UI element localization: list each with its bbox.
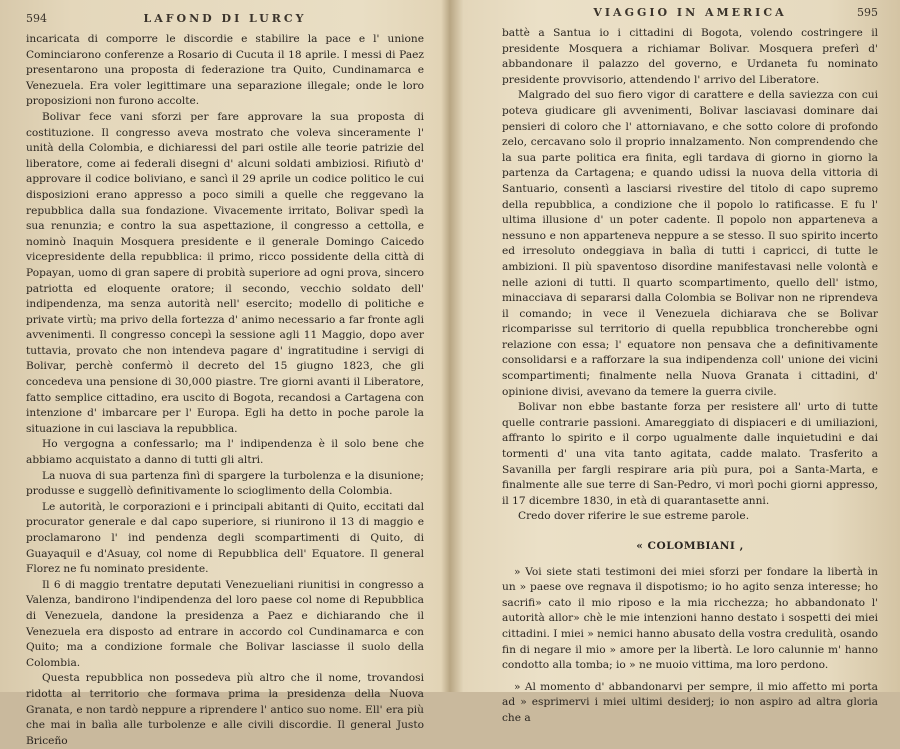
left-paragraph-6: Il 6 di maggio trentatre deputati Venezueliani riunitisi in congresso a Valenza, bandirono l'indipendenza del loro paese col nome di Repubblica di Venezuela, dandone la presidenza a Paez e dichiarando che il Venezuela era disposto ad entrare in accordo col Cundinamarca e con Quito; ma a condizione formale che Bolivar lasciasse il suolo della Colombia. (26, 578, 424, 669)
left-paragraph-4: La nuova di sua partenza finì di spargere la turbolenza e la disunione; produsse e suggellò definitivamente lo scioglimento della Colombia. (26, 469, 424, 498)
right-paragraph-2: Malgrado del suo fiero vigor di carattere e della saviezza con cui poteva giudicare gli avvenimenti, Bolivar lasciavasi dominare dai pensieri di coloro che l' attorniavano, e che sotto colore di profondo zelo, cercavano solo il proprio innalzamento. Non comprendendo che la sua parte politica era finita, egli tardava di giorno in giorno la partenza da Cartagena; e quando udissi la nuova della vittoria di Santuario, consentì a lasciarsi rivestire del titolo di capo supremo della repubblica, a condizione che il popolo lo ratificasse. E fu l' ultima illusione d' un poter cadente. Il popolo non apparteneva a nessuno e non apparteneva neppure a se stesso. Il suo spirito incerto ed irresoluto ondeggiava in balìa di tutti i capricci, di tutte le ambizioni. Il più spaventoso disordine manifestavasi nelle volontà e nelle azioni di tutti. Il quarto scompartimento, quello dell' istmo, minacciava di separarsi dalla Colombia se Bolivar non ne riprendeva il comando; in vece il Venezuela dichiarava che se Bolivar ricomparisse sul territorio di quella repubblica troncherebbe ogni relazione con essa; l' equatore non pensava che a definitivamente consolidarsi e a rafforzare la sua indipendenza coll' unione dei vicini scompartimenti; finalmente nella Nuova Granata i cittadini, d' opinione divisi, avevano da temere la guerra civile. (502, 89, 878, 398)
right-page-number: 595 (857, 6, 878, 19)
left-running-head (26, 12, 424, 30)
quote-heading: « COLOMBIANI , (636, 540, 744, 552)
right-paragraph-4: Credo dover riferire le sue estreme parole. (518, 510, 750, 523)
left-page-text (26, 32, 424, 749)
right-header-title: VIAGGIO IN AMERICA (593, 6, 787, 19)
right-page-text (502, 26, 878, 727)
left-page-number: 594 (26, 12, 47, 25)
left-paragraph-1: incaricata di comporre le discordie e stabilire la pace e l' unione Cominciarono conferenze a Rosario di Cucuta il 18 aprile. I messi di Paez presentarono una proposta di federazione tra Quito, Cundinamarca e Venezuela. Era voler legittimare una separazione illegale; onde le loro proposizioni non furono accolte. (26, 33, 424, 108)
right-paragraph-1: battè a Santua io i cittadini di Bogota, volendo costringere il presidente Mosquera a richiamar Bolivar. Mosquera preferì d' abbandonare il palazzo del governo, e Urdaneta fu nominato presidente provvisorio, attendendo l' arrivo del Liberatore. (502, 27, 878, 86)
left-header-title: LAFOND DI LURCY (143, 12, 307, 25)
left-paragraph-7: Questa repubblica non possedeva più altro che il nome, trovandosi ridotta al territorio che formava prima la presidenza della Nuova Granata, e non tardò neppure a riprendere l' antico suo nome. Ell' era più che mai in balìa alle turbolenze e alle civili discordie. Il general Justo Briceño (26, 672, 424, 747)
left-paragraph-2: Bolivar fece vani sforzi per fare approvare la sua proposta di costituzione. Il congresso aveva mostrato che voleva sinceramente l' unità della Colombia, e dichiaressi del pari ostile alle teorie patrizie del liberatore, come ai federali disegni d' alcuni soldati ambiziosi. Rifiutò d' approvare il codice boliviano, e sancì il 29 aprile un codice politico le cui disposizioni erano appresso a poco simili a quelle che reggevano la repubblica dalla sua fondazione. Vivacemente irritato, Bolivar spedì la sua renunzia; e contro la sua aspettazione, il congresso a cettolla, e nominò Inaquin Mosquera presidente e il generale Domingo Caicedo vicepresidente della repubblica: il primo, ricco possidente della città di Popayan, uomo di gran sapere di probità superiore ad ogni prova, sincero patriotta ed eloquente oratore; il secondo, vecchio soldato dell' indipendenza, ma senza autorità nell' esercito; modello di politiche e private virtù; ma privo della fortezza d' animo necessario a far fronte agli avvenimenti. Il congresso concepì la sessione agli 11 Maggio, dopo aver tuttavia, provato che non intendeva pagare d' ingratitudine i servigi di Bolivar, perchè confermò il decreto del 15 giugno 1823, che gli concedeva una pensione di 30,000 piastre. Tre giorni avanti il Liberatore, fatto semplice cittadino, era uscito di Bogota, recandosi a Cartagena con intenzione d' imbarcare per l' Europa. Egli ha detto in poche parole la situazione in cui lasciava la repubblica. (26, 110, 424, 435)
left-page (0, 0, 450, 747)
left-paragraph-5: Le autorità, le corporazioni e i principali abitanti di Quito, eccitati dal procurator generale e dal capo superiore, si riunirono il 13 di maggio e proclamarono l' ind pendenza degli scompartimenti di Quito, di Guayaquil e d'Asuay, col nome di Repubblica dell' Equatore. Il general Florez ne fu nominato presidente. (26, 500, 424, 576)
right-running-head (502, 6, 878, 24)
quote-paragraph-2: » Al momento d' abbandonarvi per sempre, il mio affetto mi porta ad » esprimervi i miei ultimi desiderj; io non aspiro ad altra gloria che a (502, 680, 878, 724)
right-paragraph-3: Bolivar non ebbe bastante forza per resistere all' urto di tutte quelle contrarie passioni. Amareggiato di dispiaceri e di umiliazioni, affranto lo spirito e il corpo ugualmente dalle inquietudini e dai tormenti d' una vita tanto agitata, cadde malato. Trasferito a Savanilla per fargli respirare aria più pura, poi a Santa-Marta, e finalmente alle sue terre di San-Pedro, vi morì pochi giorni appresso, il 17 dicembre 1830, in età di quarantasette anni. (502, 401, 878, 507)
left-paragraph-3: Ho vergogna a confessarlo; ma l' indipendenza è il solo bene che abbiamo acquistato a danno di tutti gli altri. (26, 438, 424, 467)
quote-paragraph-1: » Voi siete stati testimoni dei miei sforzi per fondare la libertà in un » paese ove regnava il dispotismo; io ho agito senza interesse; ho sacrifi» cato il mio riposo e la mia ricchezza; ho abbandonato l' autorità allor» chè le mie intenzioni hanno destato i sospetti dei miei cittadini. I miei » nemici hanno abusato della vostra credulità, osando fin di negare il mio » amore per la libertà. Le loro calunnie m' hanno condotto alla tomba; io » ne muoio vittima, ma loro perdono. (502, 565, 878, 672)
right-page (458, 0, 900, 724)
